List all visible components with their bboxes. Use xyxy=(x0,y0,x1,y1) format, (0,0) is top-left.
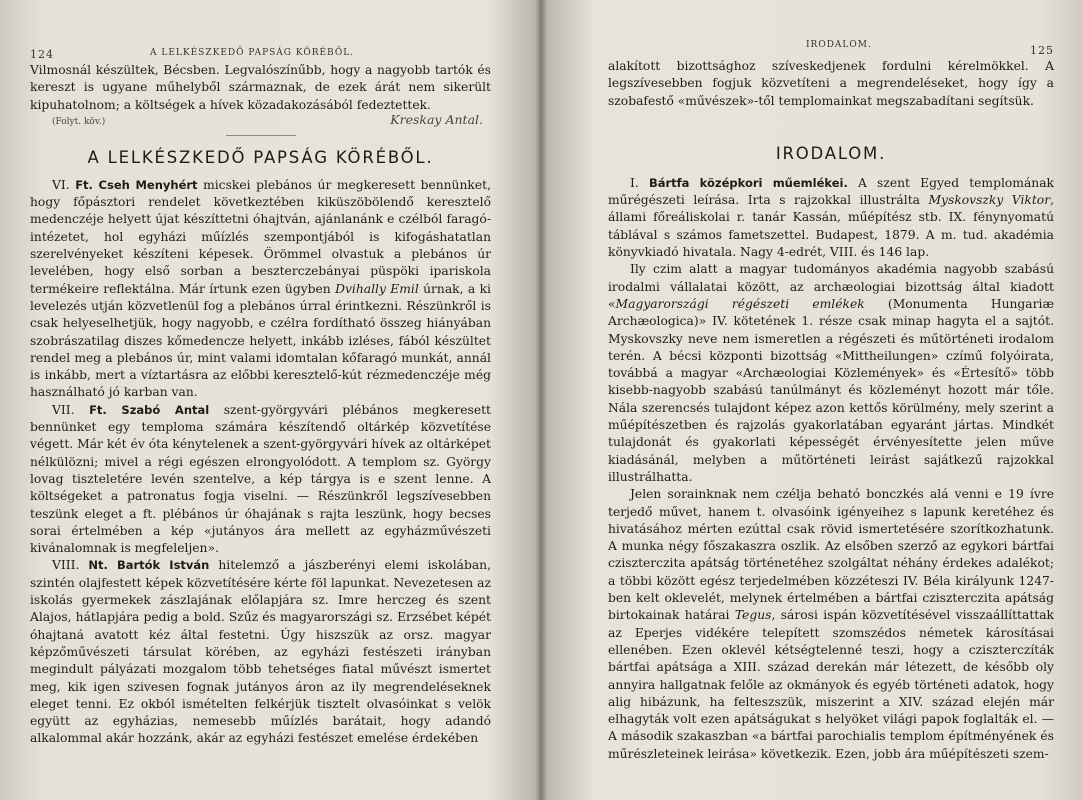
author-name: Myskovszky Viktor xyxy=(928,193,1051,208)
section-divider xyxy=(226,135,296,136)
left-page xyxy=(0,0,535,800)
left-running-title: A LELKÉSZKEDŐ PAPSÁG KÖRÉBŐL. xyxy=(150,48,355,58)
entry-text-after: , állami főreáliskolai r. tanár Kassán, műépítész stb. IX. fénynyomatú táblával s számos fametszettel. Budapest, 1879. A m. tud. akadémia könyvkiadó hivatala. Nagy 4-edrét, VIII. és 146 lap. xyxy=(608,193,1054,260)
entry-text: A szent Egyed templomának műrégészeti leírása. Irta s rajzokkal illustrálta xyxy=(608,175,1054,208)
right-section-title: IRODALOM. xyxy=(775,143,887,163)
paragraph-viii xyxy=(30,557,491,747)
paragraph-text: hitelemző a jászberényi elemi iskolában, szintén olajfestett képek közvetítésére kérte föl lapunkat. Nevezetesen az iskolás gyermekek zászlajának előlapjára sz. Imre herczeg és szent Alajos, hátlapjára pedig a bold. Szűz és magyarországi sz. Erzsébet képét óhajtaná avatott kéz által festetni. Úgy hiszszük az orsz. magyar képzőművészeti társulat körében, az egyházi festészeti irányban megindult pályázati mozgalom több tehetséges fiatal művészt ismertet meg, kik igen szivesen fognak jutányos áron az ily megrendeléseknek eleget tenni. Ez okból ismételten felkérjük tisztelt olvasóinkat s velök együtt az egyházias, nemesebb műízlés barátait, hogy adandó alkalommal akár hozzánk, akár az egyházi festészet emelése érdekében xyxy=(30,558,491,746)
paragraph-number: VIII. xyxy=(52,558,80,573)
paragraph-text: Ily czim alatt a magyar tudományos akadémia nagyobb szabású irodalmi vállalatai között, az archæologiai bizottság által kiadott « xyxy=(608,262,1054,311)
right-page-number: 125 xyxy=(1030,44,1054,57)
paragraph-number: VI. xyxy=(52,177,70,192)
paragraph-lead: Ft. Cseh Menyhért xyxy=(75,177,198,192)
literature-entry xyxy=(608,175,1054,261)
paragraph-vi xyxy=(30,177,491,402)
author-signature: Kreskay Antal. xyxy=(390,111,483,127)
left-section-title: A LELKÉSZKEDŐ PAPSÁG KÖRÉBŐL. xyxy=(87,147,434,167)
left-opening-text: Vilmosnál készültek, Bécsben. Legvalószínűbb, hogy a nagyobb tartók és kereszt is ugyane műhelyből származnak, de ezek árát nem sikerült kipuhatolnom; a költségek a hívek közadakozásából fedeztettek. xyxy=(30,63,491,112)
paragraph-text-after: (Monumenta Hungariæ Archæologica)» IV. kötetének 1. része csak minap hagyta el a sajtót. Myskovszky neve nem ismeretlen a régészeti és műtörténeti irodalom terén. A bécsi központi bizottság «Mittheilungen» czímű folyóirata, továbbá a magyar «Archæologiai Közlemények» és «Értesítő» több kisebb-nagyobb szabású tanúlmányt és közleményt hozott már tőle. Nála szerencsés tulajdont képez azon kettős körülmény, mely szerint a műépítészetben és rajzolás gyakorlatában egyaránt jártas. Mindkét tulajdonát és gyakorlati képességét érvényesítette jelen műve kiadásánál, melyben a műtörténeti leirást sajátkezű rajzokkal illustrálhatta. xyxy=(608,296,1054,484)
paragraph-number: VII. xyxy=(52,402,75,417)
entry-number: I. xyxy=(630,175,639,190)
italic-title: Magyarországi régészeti emlékek xyxy=(615,296,865,311)
paragraph-lead: Ft. Szabó Antal xyxy=(89,402,210,417)
paragraph-text: micskei plebános úr megkeresett bennünket, hogy főpásztori rendelet következtében kiküszöbölendő keresztelő medenczéje helyett újat készíttetni óhajtván, ajánlanánk e czélból faragó-intézetet, hol egyházi műízlés szempontjából is kifogáshatatlan szerelvényeket készíteni képesek. Örömmel olvastuk a plebános úr levelében, hogy első sorban a beszterczebányai püspöki ipariskola termékeire reflektálna. Már írtunk ezen ügyben xyxy=(30,177,491,296)
review-paragraph-2 xyxy=(608,486,1054,763)
right-opening-text: alakított bizottsághoz szíveskedjenek fordulni kérelmökkel. A legszívesebben fogjuk közvetíteni a megrendeléseket, hogy így a szobafestő «művészek»-től templomainkat megszabadítani segítsük. xyxy=(608,59,1054,108)
italic-name: Tegus xyxy=(734,608,772,623)
right-page xyxy=(548,0,1082,800)
entry-title: Bártfa középkori műemlékei. xyxy=(648,175,848,190)
continuation-note: (Folyt. köv.) xyxy=(52,116,106,127)
paragraph-lead: Nt. Bartók István xyxy=(88,558,210,573)
paragraph-text-after: , sárosi ispán közvetítésével visszaállíttattak az Eperjes vidékére telepített szomszédos németek károsításai ellenében. Ezen oklevél kétségtelenné teszi, hogy a cziszterczíták bártfai apátsága a XIII. század derekán már létezett, de később oly annyira hallgatnak felőle az okmányok és egyéb történeti adatok, hogy alig hibázunk, ha felteszszük, miszerint a XIV. század elején már elhagyták volt ezen apátságukat s helyöket világi papok foglalták el. — A második szakaszban «a bártfai parochialis templom építményének és műrészleteinek leirása» következik. Ezen, jobb ára műépítészeti szem- xyxy=(608,608,1054,761)
review-paragraph-1 xyxy=(608,261,1054,486)
left-running-head xyxy=(30,44,491,62)
paragraph-vii xyxy=(30,402,491,558)
paragraph-text-after: úrnak, a ki levelezés utján közvetlenül fog a plebános úrral érintkezni. Részünkről is csak helyeselhetjük, hogy nagyobb, e czélra fordítható összeg hiányában szobrászatilag diszes kőmedencze helyett, inkább izléses, fából készültet rendel meg a plebános úr, mint valami idomtalan kőfaragó munkát, annál is inkább, mert a víztartásra az előbbi keresztelő-kút rézmedenczéje még használható jó karban van. xyxy=(30,281,491,400)
paragraph-text: szent-györgyvári plébános megkeresett bennünket egy temploma számára készítendő oltárkép közvetítése végett. Már két év óta kénytelenek a szent-györgyvári hívek az oltárképet nélkülözni; mivel a régi egészen elrongyolódott. A templom sz. György lovag tiszteletére levén szentelve, a kép tárgya is e szent lenne. A költségeket a patronatus fogja viselni. — Részünkről legszívesebben teszünk eleget a ft. plébános úr óhajának s rajta leszünk, hogy becses sorai értelmében a kép «jutányos ára mellett az egyházművészeti kivánalomnak is megfeleljen». xyxy=(30,402,491,556)
italic-name: Dvihally Emil xyxy=(335,281,419,296)
left-page-number: 124 xyxy=(30,48,54,61)
paragraph-text: Jelen sorainknak nem czélja beható bonczkés alá venni e 19 ívre terjedő művet, hanem t. olvasóink igényeihez s lapunk keretéhez és hivatásához mérten ezúttal csak rövid ismertetésére szorítkozhatunk. A munka négy főszakaszra oszlik. Az elsőben szerző az egykori bártfai cziszterczita apátság történetéhez szolgáltat néhány érdekes adalékot; a többi között egész terjedelmében közzéteszi IV. Béla királyunk 1247-ben kelt oklevelét, melynek értelmében a bártfai cziszterczita apátság birtokainak határai xyxy=(608,487,1054,623)
continuation-row xyxy=(30,111,491,131)
right-running-title: IRODALOM. xyxy=(806,40,872,50)
right-running-head xyxy=(608,40,1054,58)
